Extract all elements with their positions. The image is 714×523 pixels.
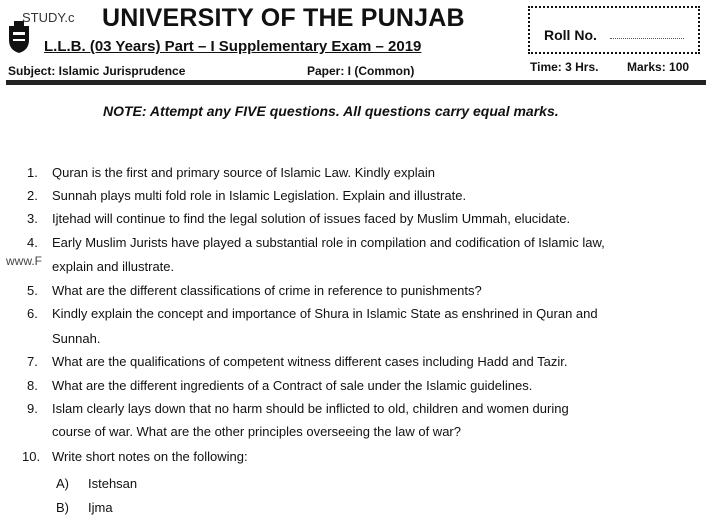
subject: Subject: Islamic Jurisprudence <box>8 64 186 78</box>
university-crest-icon <box>6 20 32 54</box>
question-number: 5. <box>27 283 38 298</box>
roll-no-blank <box>610 38 684 39</box>
question-number: 9. <box>27 401 38 416</box>
roll-number-box <box>528 6 700 54</box>
marks: Marks: 100 <box>627 60 690 74</box>
question-text: Early Muslim Jurists have played a substantial role in compilation and codification of Islamic law, <box>52 235 605 250</box>
question-text: What are the different classifications of crime in reference to punishments? <box>52 283 482 298</box>
sub-item-text: Istehsan <box>88 476 138 491</box>
question-text: explain and illustrate. <box>52 259 175 274</box>
sub-item-text: Ijma <box>88 500 113 515</box>
watermark-text: STUDY.c <box>22 10 75 25</box>
question-text: Sunnah. <box>52 331 101 346</box>
sub-item-label: A) <box>56 476 69 491</box>
question-number: 10. <box>22 449 41 464</box>
instructions-note: NOTE: Attempt any FIVE questions. All questions carry equal marks. <box>103 103 559 119</box>
question-number: 3. <box>27 211 38 226</box>
question-number: 6. <box>27 306 38 321</box>
paper: Paper: I (Common) <box>307 64 415 78</box>
university-title: UNIVERSITY OF THE PUNJAB <box>102 4 465 32</box>
question-text: What are the qualifications of competent witness different cases including Hadd and Tazir. <box>52 354 568 369</box>
roll-no-label: Roll No. <box>544 27 597 43</box>
time: Time: 3 Hrs. <box>530 60 599 74</box>
question-text: Quran is the first and primary source of Islamic Law. Kindly explain <box>52 165 435 180</box>
question-text: Ijtehad will continue to find the legal solution of issues faced by Muslim Ummah, elucidate. <box>52 211 571 226</box>
question-text: What are the different ingredients of a Contract of sale under the Islamic guidelines. <box>52 378 533 393</box>
question-text: Kindly explain the concept and importance of Shura in Islamic State as enshrined in Quran and <box>52 306 598 321</box>
question-text: Write short notes on the following: <box>52 449 248 464</box>
exam-line: L.L.B. (03 Years) Part – I Supplementary Exam – 2019 <box>44 38 422 55</box>
sub-item-label: B) <box>56 500 69 515</box>
question-number: 8. <box>27 378 38 393</box>
question-number: 1. <box>27 165 38 180</box>
question-number: 4. <box>27 235 38 250</box>
header-divider <box>6 80 706 85</box>
question-number: 7. <box>27 354 38 369</box>
watermark-side: www.F <box>6 254 42 268</box>
question-text: Sunnah plays multi fold role in Islamic Legislation. Explain and illustrate. <box>52 188 467 203</box>
question-number: 2. <box>27 188 38 203</box>
question-text: course of war. What are the other principles overseeing the law of war? <box>52 424 461 439</box>
question-text: Islam clearly lays down that no harm should be inflicted to old, children and women during <box>52 401 569 416</box>
